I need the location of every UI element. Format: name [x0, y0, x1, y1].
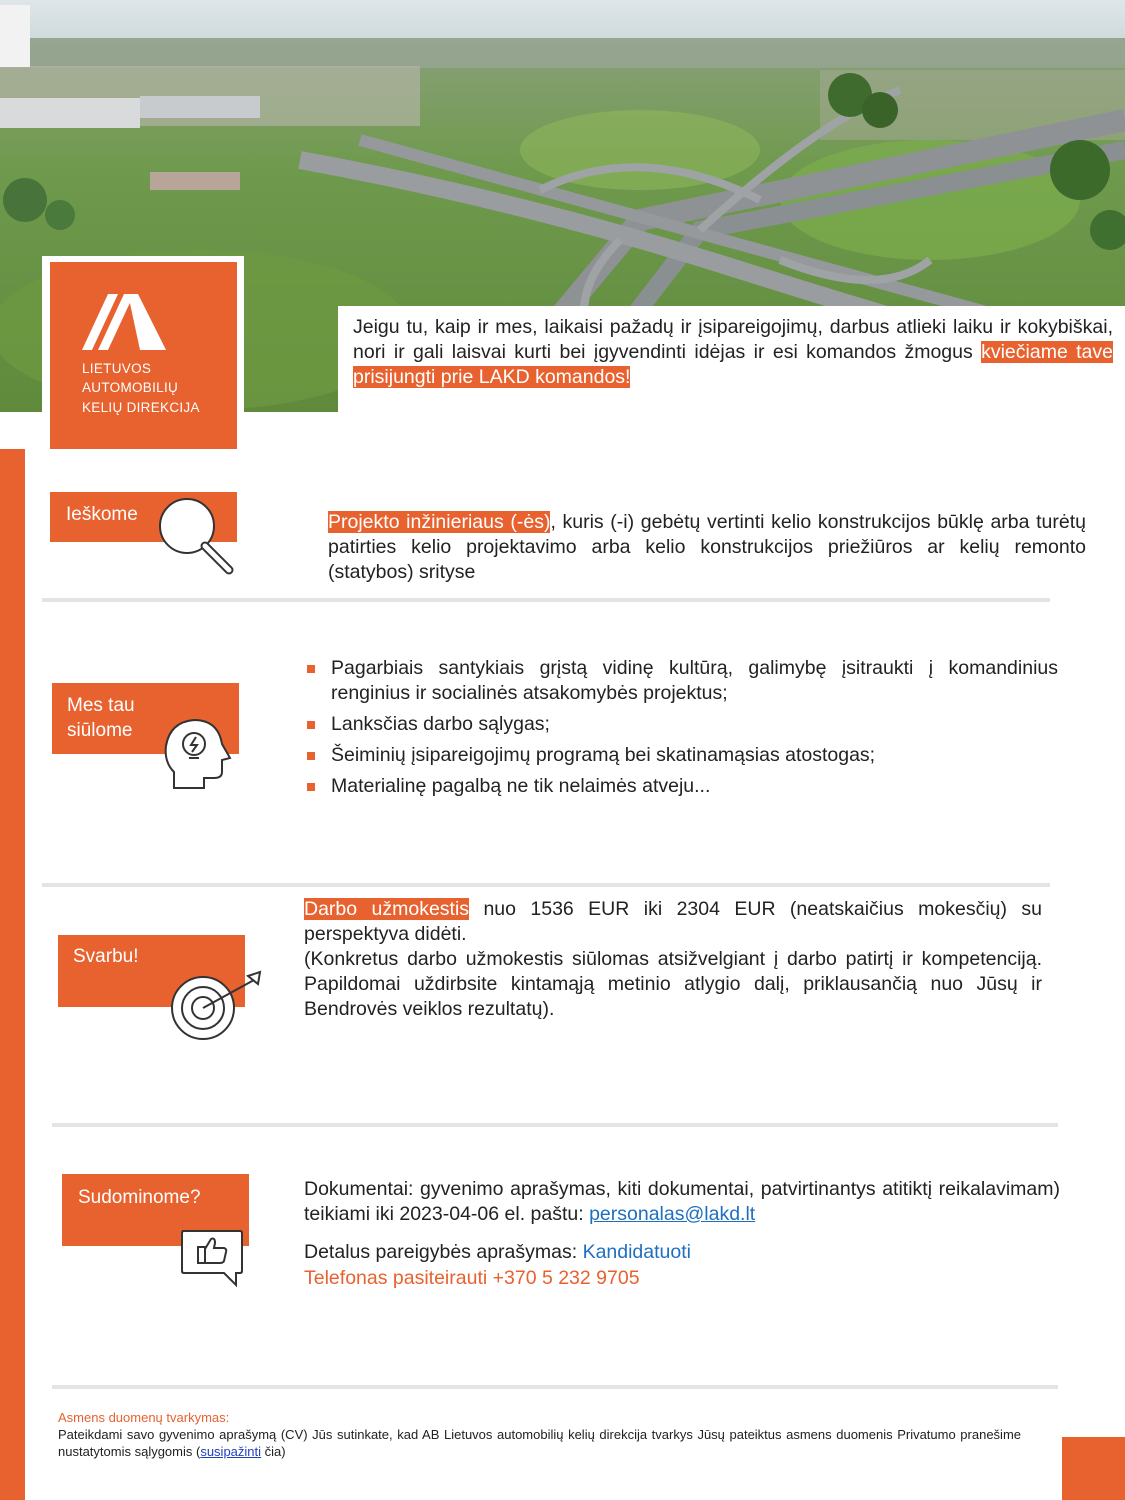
corner-accent-block: [1062, 1437, 1125, 1500]
label-seeking-text: Ieškome: [66, 504, 138, 525]
divider-1: [42, 598, 1050, 602]
seeking-description: , kuris (-i) gebėtų vertinti kelio konstrukcijos būklę arba turėtų patirties kelio projektavimo arba kelio konstrukcijos priežiūros ar kelių remonto (statybos) srityse: [328, 511, 1086, 583]
interested-text: [304, 1177, 1060, 1227]
privacy-body: Pateikdami savo gyvenimo aprašymą (CV) Jūs sutinkate, kad AB Lietuvos automobilių kelių direkcija tvarkys Jūsų pateiktus asmens duomenis Privatumo pranešime nustatytomis sąlygomis (: [58, 1427, 1021, 1459]
offer-item: Materialinę pagalbą ne tik nelaimės atveju...: [305, 774, 1058, 799]
label-offer-text: Mes tau siūlome: [67, 695, 135, 741]
apply-link[interactable]: Kandidatuoti: [582, 1241, 691, 1263]
offer-item: Pagarbiais santykiais grįstą vidinę kultūrą, galimybę įsitraukti į komandinius renginius ir socialinės atsakomybės projektus;: [305, 656, 1058, 706]
logo-line-3: KELIŲ DIREKCIJA: [82, 400, 200, 415]
offer-item: Šeiminių įsipareigojimų programą bei skatinamąsias atostogas;: [305, 743, 1058, 768]
left-accent-strip: [0, 449, 25, 1500]
salary-details: (Konkretus darbo užmokestis siūlomas atsižvelgiant į darbo patirtį ir kompetenciją. Papildomai uždirbsite kintamąją metinio atlygio dalį, priklausančią nuo Jūsų ir Bendrovės veiklos rezultatų).: [304, 948, 1042, 1020]
intro-body: Jeigu tu, kaip ir mes, laikaisi pažadų ir įsipareigojimų, darbus atlieki laiku ir kokybiškai, nori ir gali laisvai kurti bei įgyvendinti idėjas ir esi komandos žmogus: [353, 316, 1113, 363]
important-text: [304, 897, 1042, 1022]
intro-text: [353, 315, 1113, 390]
logo-line-2: AUTOMOBILIŲ: [82, 380, 179, 395]
salary-range: nuo 1536 EUR iki 2304 EUR (neatskaičius mokesčių) su perspektyva didėti.: [304, 898, 1042, 945]
lakd-logo-mark-icon: [80, 292, 170, 352]
privacy-link[interactable]: susipažinti: [200, 1444, 262, 1459]
label-interested-text: Sudominome?: [78, 1187, 201, 1208]
head-lightbulb-icon: [160, 716, 232, 792]
divider-2: [42, 883, 1050, 887]
lakd-logo: [50, 262, 237, 449]
salary-label: Darbo užmokestis: [304, 898, 470, 920]
hero-corner-patch: [0, 5, 30, 67]
email-link[interactable]: personalas@lakd.lt: [589, 1203, 756, 1225]
intro-highlight: kviečiame tave prisijungti prie LAKD komandos!: [353, 341, 1113, 388]
magnifier-icon: [155, 496, 239, 580]
documents-text: Dokumentai: gyvenimo aprašymas, kiti dokumentai, patvirtinantys atitiktį reikalavimam) teikiami iki 2023-04-06 el. paštu:: [304, 1178, 1060, 1225]
divider-3: [52, 1123, 1058, 1127]
phone-line: Telefonas pasiteirauti +370 5 232 9705: [304, 1267, 640, 1289]
seeking-text: [328, 510, 1086, 585]
seeking-position: Projekto inžinieriaus (-ės): [328, 511, 551, 533]
details-prefix: Detalus pareigybės aprašymas:: [304, 1241, 583, 1263]
logo-line-1: LIETUVOS: [82, 361, 152, 376]
offer-item: Lanksčias darbo sąlygas;: [305, 712, 1058, 737]
privacy-text: [58, 1426, 1021, 1460]
divider-4: [52, 1385, 1058, 1389]
thumbs-up-chat-icon: [178, 1227, 246, 1289]
offer-list: [305, 656, 1058, 805]
privacy-suffix: čia): [261, 1444, 286, 1459]
details-line: [304, 1240, 1060, 1265]
target-icon: [168, 970, 268, 1044]
privacy-title: Asmens duomenų tvarkymas:: [58, 1410, 230, 1425]
label-important-text: Svarbu!: [73, 946, 139, 967]
